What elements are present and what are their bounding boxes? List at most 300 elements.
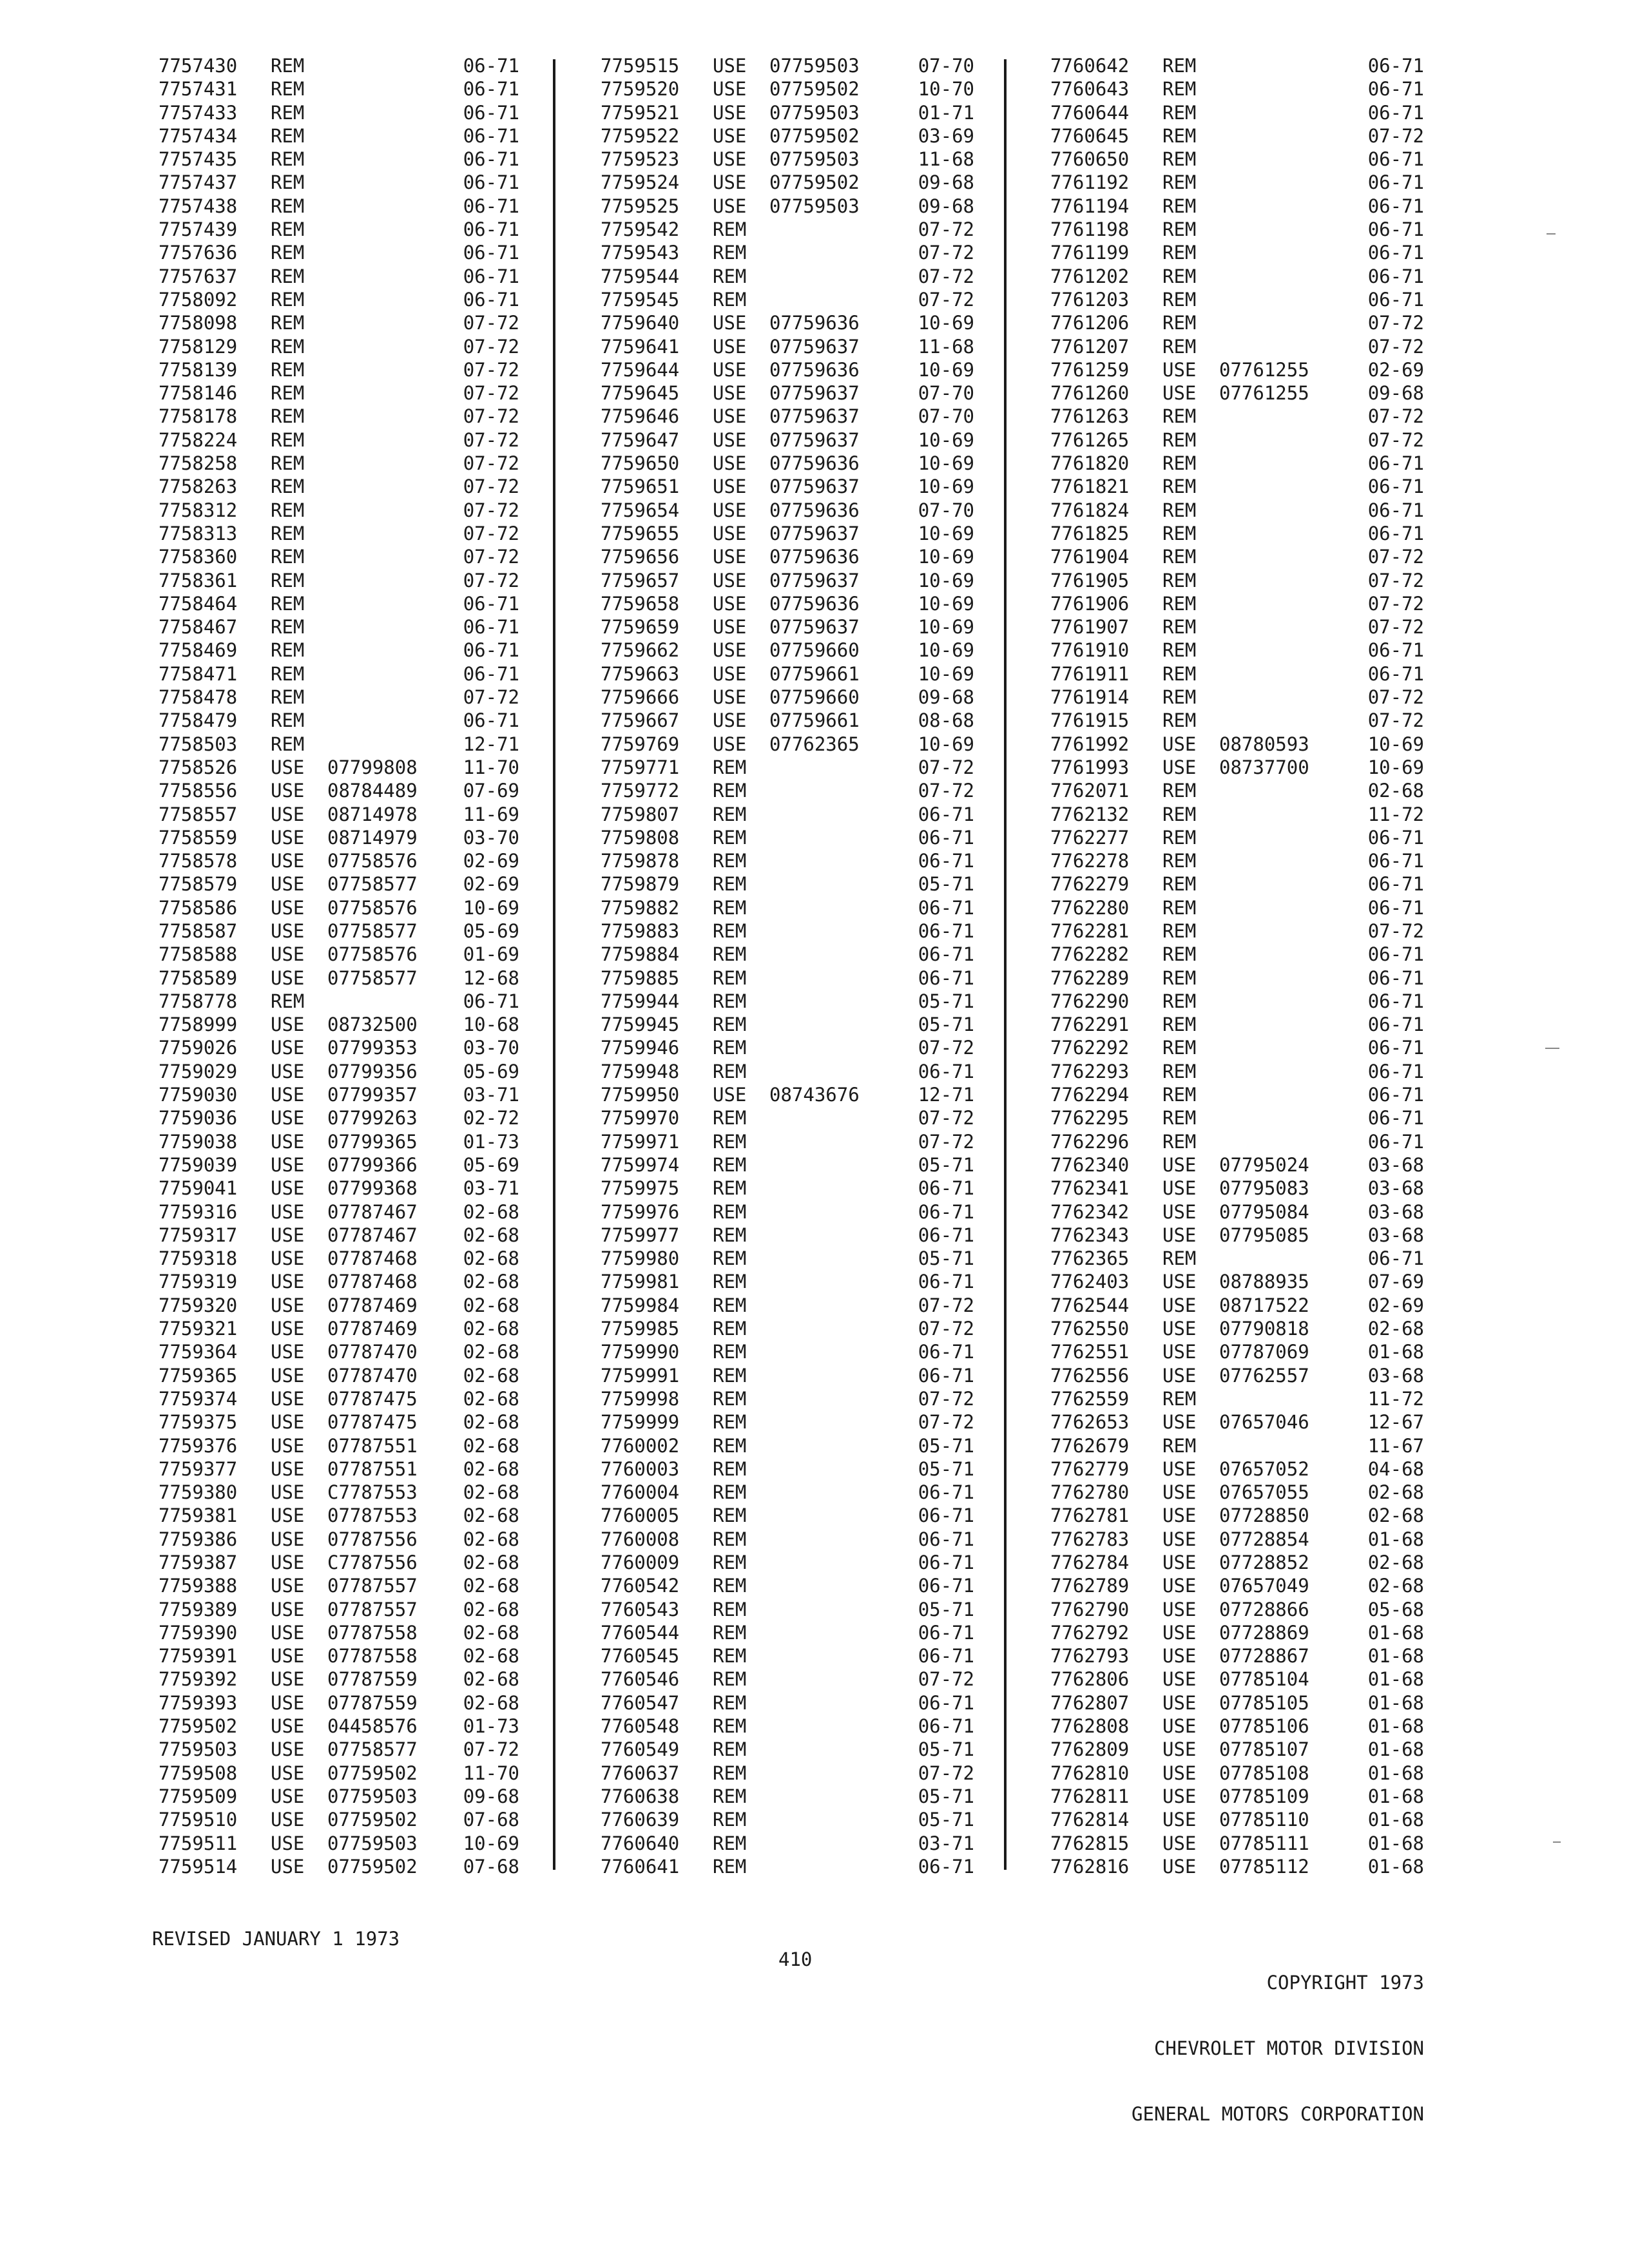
part-number: 7758146 xyxy=(159,382,238,405)
table-row xyxy=(601,943,974,966)
table-row xyxy=(159,686,519,709)
replacement-part-number: 07787551 xyxy=(327,1457,418,1480)
replacement-part-number: 07759503 xyxy=(769,101,860,124)
part-number: 7757437 xyxy=(159,171,238,194)
table-row xyxy=(601,1691,974,1715)
action-code: USE xyxy=(1162,733,1197,755)
part-number: 7759655 xyxy=(601,522,680,544)
part-number: 7758224 xyxy=(159,428,238,451)
part-number: 7759946 xyxy=(601,1037,680,1059)
table-row xyxy=(1050,1504,1424,1527)
action-code: REM xyxy=(271,78,305,101)
part-number: 7762277 xyxy=(1050,826,1130,849)
action-code: REM xyxy=(1162,195,1197,217)
action-code: REM xyxy=(1162,873,1197,896)
action-code: USE xyxy=(713,522,747,544)
table-row xyxy=(601,872,974,896)
part-number: 7760650 xyxy=(1050,148,1130,171)
effective-date: 06-71 xyxy=(463,242,519,264)
effective-date: 12-67 xyxy=(1367,1411,1424,1434)
replacement-part-number: 07758577 xyxy=(327,919,418,942)
action-code: REM xyxy=(271,124,305,147)
part-number: 7759970 xyxy=(601,1107,680,1129)
replacement-part-number: 07785108 xyxy=(1219,1762,1309,1784)
table-row xyxy=(601,1434,974,1457)
table-row xyxy=(601,1667,974,1691)
action-code: REM xyxy=(271,990,305,1012)
table-row xyxy=(601,1270,974,1293)
part-number: 7759645 xyxy=(601,382,680,405)
part-number: 7762291 xyxy=(1050,1014,1130,1036)
effective-date: 06-71 xyxy=(1367,288,1424,311)
table-row xyxy=(601,358,974,381)
effective-date: 07-72 xyxy=(918,242,974,264)
table-row xyxy=(1050,569,1424,592)
effective-date: 09-68 xyxy=(463,1785,519,1807)
action-code: USE xyxy=(271,1552,305,1573)
action-code: REM xyxy=(713,1832,747,1854)
effective-date: 05-68 xyxy=(1367,1598,1424,1620)
part-number: 7762071 xyxy=(1050,780,1130,802)
replacement-part-number: 07762365 xyxy=(769,733,860,755)
table-row xyxy=(159,849,519,872)
effective-date: 06-71 xyxy=(1367,499,1424,521)
action-code: REM xyxy=(271,546,305,568)
part-number: 7758129 xyxy=(159,335,238,358)
effective-date: 06-71 xyxy=(1367,639,1424,662)
table-row xyxy=(601,335,974,358)
part-number: 7762807 xyxy=(1050,1691,1130,1714)
part-number: 7760549 xyxy=(601,1738,680,1761)
part-number: 7759393 xyxy=(159,1691,238,1714)
action-code: REM xyxy=(713,288,747,311)
table-row xyxy=(159,499,519,522)
table-row xyxy=(159,452,519,475)
action-code: USE xyxy=(271,919,305,942)
replacement-part-number: 04458576 xyxy=(327,1715,418,1738)
action-code: USE xyxy=(713,124,747,147)
action-code: REM xyxy=(271,499,305,521)
table-row xyxy=(159,1738,519,1761)
effective-date: 09-68 xyxy=(918,195,974,217)
effective-date: 06-71 xyxy=(1367,55,1424,77)
replacement-part-number: 07657049 xyxy=(1219,1575,1309,1597)
replacement-part-number: 07759502 xyxy=(327,1762,418,1784)
part-number: 7759544 xyxy=(601,265,680,287)
effective-date: 06-71 xyxy=(918,1715,974,1738)
action-code: REM xyxy=(1162,966,1197,989)
table-row xyxy=(1050,943,1424,966)
action-code: USE xyxy=(713,428,747,451)
part-number: 7760005 xyxy=(601,1504,680,1527)
effective-date: 06-71 xyxy=(1367,943,1424,966)
action-code: USE xyxy=(271,1645,305,1667)
effective-date: 01-68 xyxy=(1367,1738,1424,1761)
replacement-part-number: 07787069 xyxy=(1219,1341,1309,1363)
effective-date: 02-68 xyxy=(463,1528,519,1550)
table-row xyxy=(1050,1013,1424,1036)
replacement-part-number: 07787468 xyxy=(327,1271,418,1293)
effective-date: 06-71 xyxy=(1367,990,1424,1012)
action-code: REM xyxy=(271,452,305,475)
effective-date: 02-68 xyxy=(1367,1575,1424,1597)
part-number: 7757636 xyxy=(159,242,238,264)
table-row xyxy=(601,545,974,568)
table-row xyxy=(1050,1317,1424,1340)
effective-date: 01-68 xyxy=(1367,1528,1424,1550)
part-number: 7760548 xyxy=(601,1715,680,1738)
action-code: REM xyxy=(1162,569,1197,591)
part-number: 7759387 xyxy=(159,1552,238,1573)
action-code: USE xyxy=(271,1785,305,1807)
table-row xyxy=(159,803,519,826)
effective-date: 06-71 xyxy=(463,990,519,1012)
page-number: 410 xyxy=(778,1948,813,1970)
action-code: REM xyxy=(271,171,305,194)
table-row xyxy=(1050,288,1424,311)
effective-date: 01-68 xyxy=(1367,1668,1424,1691)
part-number: 7761820 xyxy=(1050,452,1130,475)
table-row xyxy=(1050,522,1424,545)
action-code: USE xyxy=(1162,1364,1197,1387)
replacement-part-number: 07759637 xyxy=(769,476,860,498)
effective-date: 09-68 xyxy=(918,686,974,709)
replacement-part-number: 07728869 xyxy=(1219,1621,1309,1644)
part-number: 7761911 xyxy=(1050,662,1130,685)
table-row xyxy=(159,171,519,194)
table-row xyxy=(1050,241,1424,264)
table-row xyxy=(159,1247,519,1270)
copyright-line: GENERAL MOTORS CORPORATION xyxy=(1132,2103,1424,2125)
effective-date: 07-72 xyxy=(463,405,519,428)
action-code: REM xyxy=(271,148,305,171)
part-number: 7757637 xyxy=(159,265,238,287)
table-row xyxy=(1050,335,1424,358)
table-row xyxy=(1050,1036,1424,1059)
effective-date: 10-69 xyxy=(918,616,974,639)
effective-date: 06-71 xyxy=(1367,522,1424,544)
table-row xyxy=(601,1832,974,1855)
part-number: 7761203 xyxy=(1050,288,1130,311)
table-row xyxy=(159,1457,519,1481)
action-code: REM xyxy=(1162,288,1197,311)
action-code: REM xyxy=(713,850,747,872)
action-code: REM xyxy=(1162,1434,1197,1457)
part-number: 7761914 xyxy=(1050,686,1130,709)
part-number: 7762793 xyxy=(1050,1645,1130,1667)
action-code: USE xyxy=(713,358,747,381)
part-number: 7760545 xyxy=(601,1645,680,1667)
action-code: USE xyxy=(271,896,305,919)
action-code: USE xyxy=(271,966,305,989)
action-code: REM xyxy=(1162,1130,1197,1153)
effective-date: 06-71 xyxy=(1367,826,1424,849)
part-number: 7758092 xyxy=(159,288,238,311)
part-number: 7762783 xyxy=(1050,1528,1130,1550)
column-divider xyxy=(1004,59,1007,1870)
table-row xyxy=(1050,405,1424,428)
replacement-part-number: 07799368 xyxy=(327,1177,418,1200)
effective-date: 03-71 xyxy=(463,1084,519,1106)
effective-date: 06-71 xyxy=(918,1504,974,1527)
effective-date: 06-71 xyxy=(1367,476,1424,498)
part-number: 7758098 xyxy=(159,312,238,334)
effective-date: 07-72 xyxy=(918,1387,974,1410)
table-row xyxy=(601,124,974,148)
effective-date: 06-71 xyxy=(463,101,519,124)
effective-date: 06-71 xyxy=(918,1645,974,1667)
part-number: 7760542 xyxy=(601,1575,680,1597)
effective-date: 10-69 xyxy=(918,476,974,498)
part-number: 7759545 xyxy=(601,288,680,311)
action-code: USE xyxy=(271,943,305,966)
action-code: REM xyxy=(713,1177,747,1200)
table-row xyxy=(1050,919,1424,943)
table-row xyxy=(1050,1528,1424,1551)
part-number: 7762556 xyxy=(1050,1364,1130,1387)
part-number: 7762811 xyxy=(1050,1785,1130,1807)
table-row xyxy=(1050,1177,1424,1200)
part-number: 7759522 xyxy=(601,124,680,147)
replacement-part-number: 07759502 xyxy=(769,171,860,194)
part-number: 7758178 xyxy=(159,405,238,428)
parts-column-1 xyxy=(159,54,519,1878)
action-code: REM xyxy=(1162,616,1197,639)
action-code: USE xyxy=(271,1691,305,1714)
part-number: 7762340 xyxy=(1050,1153,1130,1176)
effective-date: 07-70 xyxy=(918,55,974,77)
effective-date: 05-71 xyxy=(918,990,974,1012)
part-number: 7760643 xyxy=(1050,78,1130,101)
table-row xyxy=(1050,311,1424,334)
part-number: 7761906 xyxy=(1050,592,1130,615)
effective-date: 05-69 xyxy=(463,1060,519,1082)
effective-date: 05-69 xyxy=(463,1153,519,1176)
replacement-part-number: 07785111 xyxy=(1219,1832,1309,1854)
table-row xyxy=(1050,124,1424,148)
action-code: USE xyxy=(713,382,747,405)
table-row xyxy=(601,171,974,194)
replacement-part-number: 07785109 xyxy=(1219,1785,1309,1807)
table-row xyxy=(601,1574,974,1597)
table-row xyxy=(1050,1832,1424,1855)
part-number: 7759509 xyxy=(159,1785,238,1807)
effective-date: 01-71 xyxy=(918,101,974,124)
effective-date: 11-72 xyxy=(1367,803,1424,825)
part-number: 7759514 xyxy=(159,1855,238,1878)
effective-date: 06-71 xyxy=(1367,218,1424,241)
part-number: 7759318 xyxy=(159,1247,238,1270)
action-code: USE xyxy=(1162,1832,1197,1854)
table-row xyxy=(1050,615,1424,639)
table-row xyxy=(1050,265,1424,288)
effective-date: 07-72 xyxy=(918,1107,974,1129)
replacement-part-number: 07787469 xyxy=(327,1294,418,1316)
table-row xyxy=(159,1364,519,1387)
action-code: REM xyxy=(713,1434,747,1457)
table-row xyxy=(601,1410,974,1434)
action-code: USE xyxy=(271,873,305,896)
replacement-part-number: 07795084 xyxy=(1219,1200,1309,1223)
table-row xyxy=(601,148,974,171)
part-number: 7758258 xyxy=(159,452,238,475)
table-row xyxy=(1050,1738,1424,1761)
effective-date: 06-71 xyxy=(918,850,974,872)
part-number: 7759976 xyxy=(601,1200,680,1223)
effective-date: 06-71 xyxy=(1367,873,1424,896)
part-number: 7759390 xyxy=(159,1621,238,1644)
part-number: 7759651 xyxy=(601,476,680,498)
part-number: 7759990 xyxy=(601,1341,680,1363)
effective-date: 06-71 xyxy=(1367,1014,1424,1036)
table-row xyxy=(1050,1785,1424,1808)
replacement-part-number: 07657052 xyxy=(1219,1457,1309,1480)
replacement-part-number: 07785105 xyxy=(1219,1691,1309,1714)
effective-date: 07-72 xyxy=(1367,616,1424,639)
effective-date: 06-71 xyxy=(918,1691,974,1714)
part-number: 7759374 xyxy=(159,1387,238,1410)
table-row xyxy=(601,1762,974,1785)
part-number: 7759391 xyxy=(159,1645,238,1667)
effective-date: 12-71 xyxy=(463,733,519,755)
effective-date: 02-69 xyxy=(1367,358,1424,381)
replacement-part-number: 07790818 xyxy=(1219,1318,1309,1340)
effective-date: 03-68 xyxy=(1367,1364,1424,1387)
table-row xyxy=(1050,872,1424,896)
effective-date: 06-71 xyxy=(1367,662,1424,685)
table-row xyxy=(601,1247,974,1270)
effective-date: 07-72 xyxy=(918,1294,974,1316)
replacement-part-number: C7787553 xyxy=(327,1481,418,1504)
replacement-part-number: 07787475 xyxy=(327,1411,418,1434)
part-number: 7757434 xyxy=(159,124,238,147)
replacement-part-number: 07759637 xyxy=(769,616,860,639)
part-number: 7758471 xyxy=(159,662,238,685)
table-row xyxy=(601,452,974,475)
table-row xyxy=(601,1224,974,1247)
part-number: 7759508 xyxy=(159,1762,238,1784)
table-row xyxy=(601,1083,974,1106)
table-row xyxy=(601,1715,974,1738)
effective-date: 12-71 xyxy=(918,1084,974,1106)
effective-date: 07-72 xyxy=(1367,686,1424,709)
part-number: 7760642 xyxy=(1050,55,1130,77)
action-code: REM xyxy=(713,1224,747,1246)
part-number: 7759036 xyxy=(159,1107,238,1129)
action-code: REM xyxy=(713,873,747,896)
table-row xyxy=(159,1762,519,1785)
effective-date: 02-68 xyxy=(463,1481,519,1504)
effective-date: 03-69 xyxy=(918,124,974,147)
action-code: REM xyxy=(1162,428,1197,451)
replacement-part-number: 07759503 xyxy=(769,55,860,77)
effective-date: 07-72 xyxy=(918,756,974,778)
replacement-part-number: 07799353 xyxy=(327,1037,418,1059)
table-row xyxy=(159,592,519,615)
table-row xyxy=(1050,990,1424,1013)
effective-date: 06-71 xyxy=(918,1224,974,1246)
action-code: USE xyxy=(271,1084,305,1106)
part-number: 7761993 xyxy=(1050,756,1130,778)
part-number: 7759510 xyxy=(159,1809,238,1831)
table-row xyxy=(601,569,974,592)
action-code: USE xyxy=(271,1364,305,1387)
table-row xyxy=(159,1434,519,1457)
action-code: USE xyxy=(271,1200,305,1223)
action-code: REM xyxy=(1162,476,1197,498)
part-number: 7762296 xyxy=(1050,1130,1130,1153)
effective-date: 07-72 xyxy=(918,1318,974,1340)
action-code: USE xyxy=(271,1014,305,1036)
table-row xyxy=(159,662,519,686)
table-row xyxy=(159,288,519,311)
effective-date: 02-68 xyxy=(1367,1504,1424,1527)
effective-date: 06-71 xyxy=(463,124,519,147)
action-code: REM xyxy=(1162,639,1197,662)
revision-note: REVISED JANUARY 1 1973 xyxy=(152,1928,400,1950)
replacement-part-number: 07795085 xyxy=(1219,1224,1309,1246)
action-code: REM xyxy=(1162,452,1197,475)
margin-mark xyxy=(1553,1841,1561,1843)
replacement-part-number: 07758577 xyxy=(327,1738,418,1761)
effective-date: 07-72 xyxy=(918,1130,974,1153)
effective-date: 11-72 xyxy=(1367,1387,1424,1410)
action-code: USE xyxy=(713,569,747,591)
replacement-part-number: 07759503 xyxy=(769,148,860,171)
action-code: REM xyxy=(713,1294,747,1316)
effective-date: 10-69 xyxy=(463,896,519,919)
table-row xyxy=(1050,452,1424,475)
replacement-part-number: 07728852 xyxy=(1219,1552,1309,1573)
part-number: 7762403 xyxy=(1050,1271,1130,1293)
action-code: USE xyxy=(1162,1504,1197,1527)
part-number: 7759998 xyxy=(601,1387,680,1410)
table-row xyxy=(601,1013,974,1036)
part-number: 7762281 xyxy=(1050,919,1130,942)
action-code: USE xyxy=(271,1668,305,1691)
part-number: 7759316 xyxy=(159,1200,238,1223)
table-row xyxy=(159,1153,519,1177)
part-number: 7758526 xyxy=(159,756,238,778)
table-row xyxy=(601,1387,974,1410)
effective-date: 06-71 xyxy=(918,1621,974,1644)
part-number: 7760547 xyxy=(601,1691,680,1714)
part-number: 7761821 xyxy=(1050,476,1130,498)
action-code: USE xyxy=(713,78,747,101)
part-number: 7759657 xyxy=(601,569,680,591)
table-row xyxy=(1050,733,1424,756)
effective-date: 06-71 xyxy=(463,288,519,311)
action-code: USE xyxy=(1162,1481,1197,1504)
part-number: 7761259 xyxy=(1050,358,1130,381)
part-number: 7760008 xyxy=(601,1528,680,1550)
table-row xyxy=(601,686,974,709)
action-code: REM xyxy=(713,1014,747,1036)
table-row xyxy=(601,803,974,826)
table-row xyxy=(159,1785,519,1808)
replacement-part-number: 07787467 xyxy=(327,1224,418,1246)
action-code: REM xyxy=(1162,499,1197,521)
part-number: 7759666 xyxy=(601,686,680,709)
table-row xyxy=(159,733,519,756)
table-row xyxy=(1050,686,1424,709)
action-code: USE xyxy=(271,1528,305,1550)
effective-date: 07-72 xyxy=(1367,709,1424,732)
action-code: REM xyxy=(713,1130,747,1153)
effective-date: 03-70 xyxy=(463,1037,519,1059)
action-code: USE xyxy=(713,405,747,428)
effective-date: 02-68 xyxy=(463,1645,519,1667)
